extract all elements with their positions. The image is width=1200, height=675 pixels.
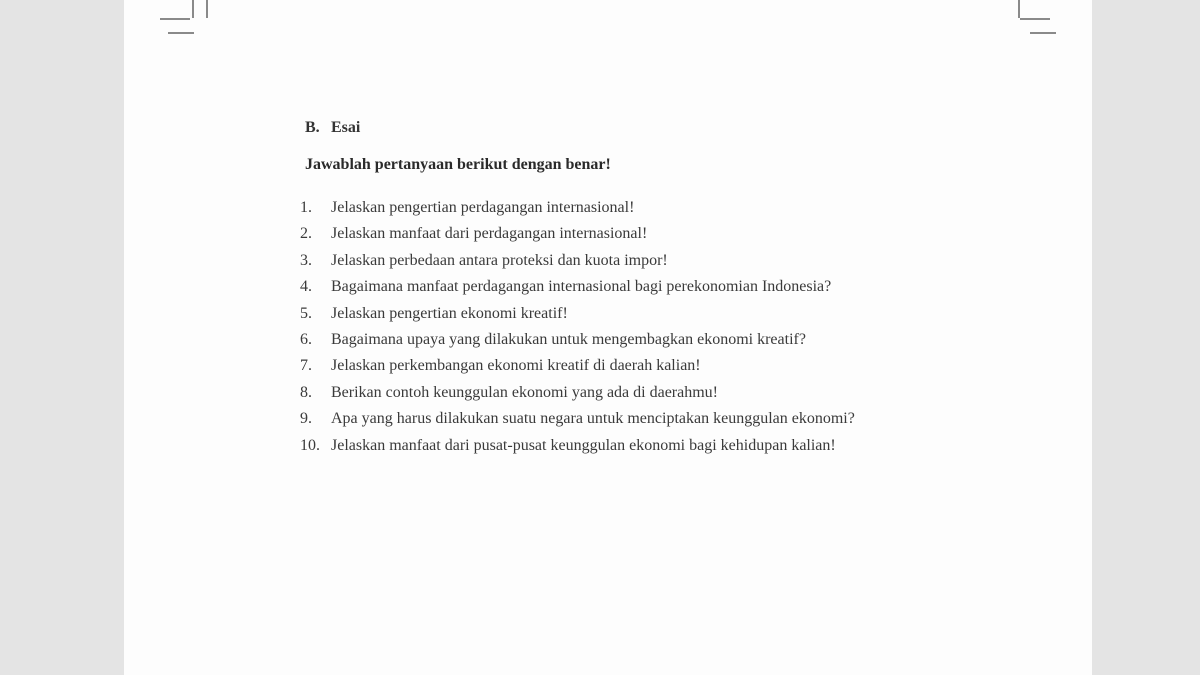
question-number: 2. [300, 225, 312, 243]
section-heading [305, 119, 360, 137]
list-item [300, 382, 903, 404]
question-text: Jelaskan pengertian perdagangan internasional! [331, 199, 635, 216]
question-number: 4. [300, 278, 312, 296]
question-number: 10. [300, 436, 320, 454]
question-number: 1. [300, 199, 312, 216]
question-text: Bagaimana manfaat perdagangan internasional bagi perekonomian Indonesia? [331, 278, 832, 296]
list-item [300, 250, 903, 272]
question-text: Jelaskan manfaat dari pusat-pusat keunggulan ekonomi bagi kehidupan kalian! [331, 436, 836, 454]
question-number: 7. [300, 357, 312, 375]
document-page [124, 0, 1092, 675]
list-item [300, 408, 903, 430]
question-text: Jelaskan pengertian ekonomi kreatif! [331, 304, 568, 322]
question-number: 8. [300, 383, 312, 401]
section-title: Esai [331, 119, 361, 136]
question-list [300, 197, 903, 461]
list-item [300, 435, 903, 457]
question-text: Jelaskan manfaat dari perdagangan internasional! [331, 225, 648, 243]
question-number: 9. [300, 410, 312, 428]
question-number: 5. [300, 304, 312, 322]
list-item [300, 276, 903, 298]
section-label: B. [305, 119, 320, 136]
question-text: Jelaskan perkembangan ekonomi kreatif di daerah kalian! [331, 357, 701, 375]
question-number: 3. [300, 251, 312, 269]
list-item [300, 303, 903, 325]
list-item [300, 329, 903, 351]
list-item [300, 197, 903, 219]
question-number: 6. [300, 330, 312, 348]
list-item [300, 355, 903, 377]
list-item [300, 223, 903, 245]
question-text: Berikan contoh keunggulan ekonomi yang ada di daerahmu! [331, 383, 718, 401]
instruction-text: Jawablah pertanyaan berikut dengan benar! [305, 156, 611, 173]
question-text: Jelaskan perbedaan antara proteksi dan kuota impor! [331, 251, 668, 269]
question-text: Apa yang harus dilakukan suatu negara untuk menciptakan keunggulan ekonomi? [331, 410, 855, 428]
question-text: Bagaimana upaya yang dilakukan untuk mengembagkan ekonomi kreatif? [331, 330, 806, 348]
